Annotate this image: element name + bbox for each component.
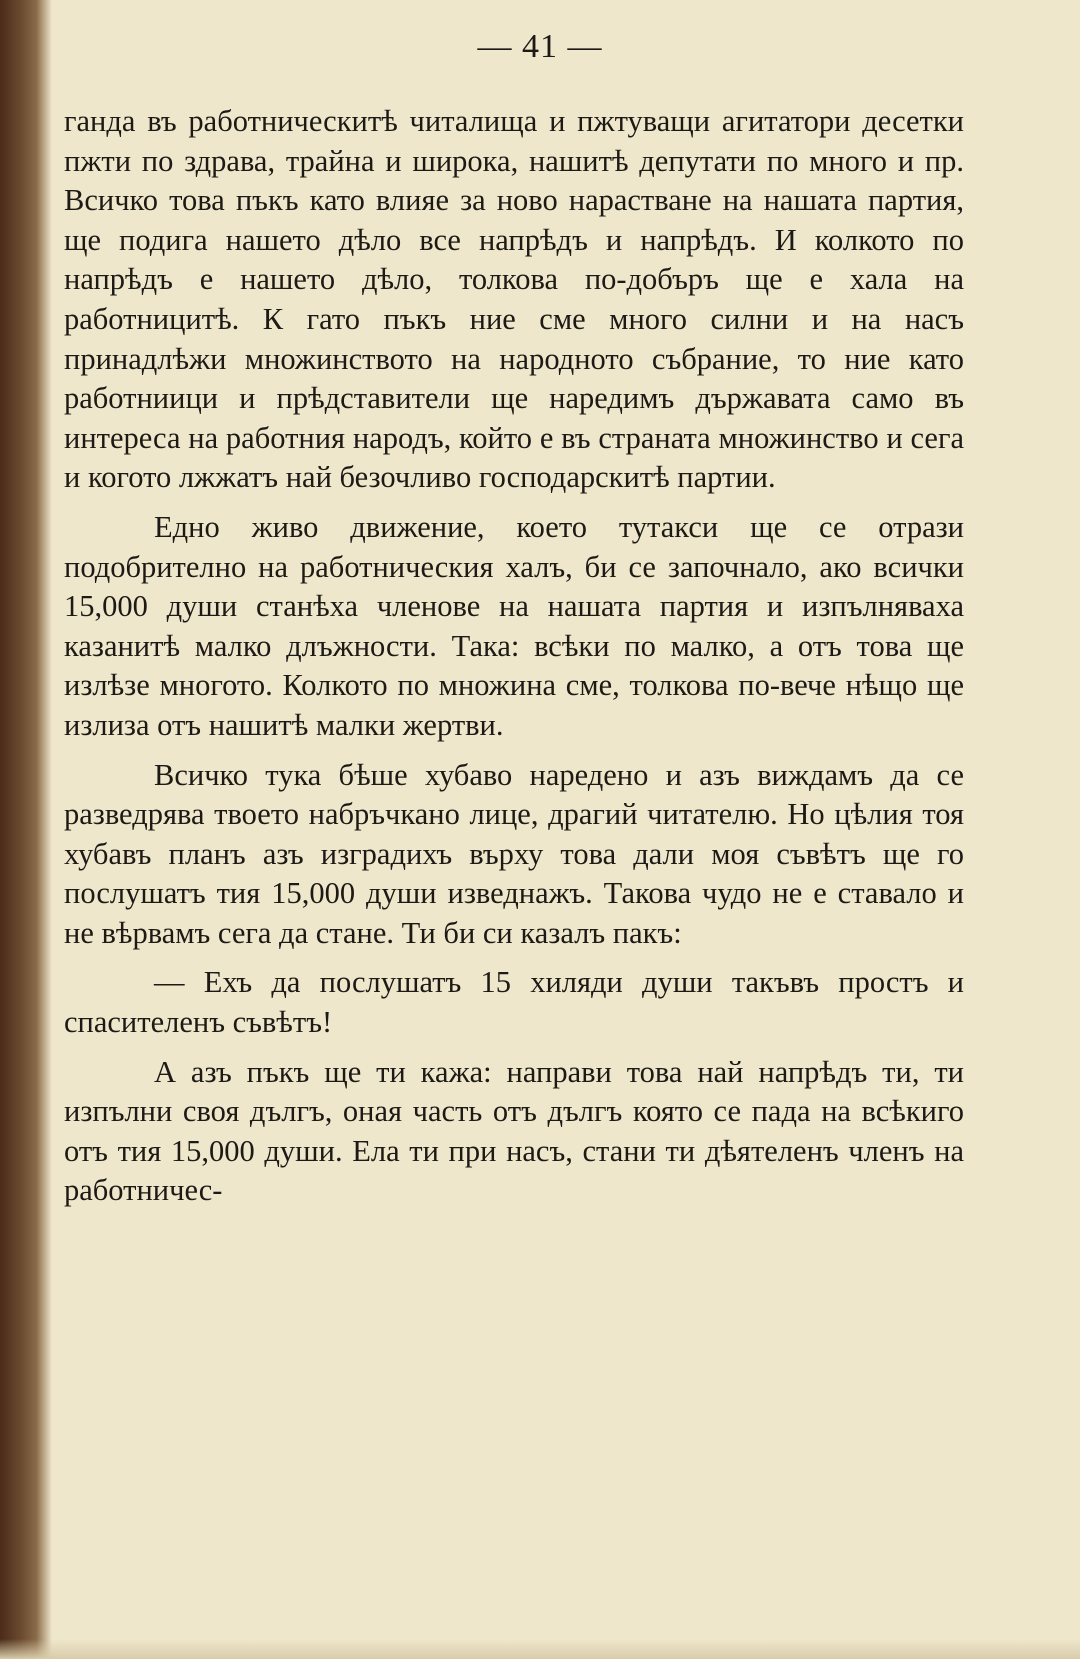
- paragraph-2: Едно живо движение, което тутакси ще се отрази подобрително на работническия халъ, би се започнало, ако всички 15,000 души станѣха членове на нашата партия и изпълняваха казанитѣ малко длъжности. Така: всѣки по малко, а отъ това ще излѣзе многото. Колкото по множина сме, толкова по-вече нѣщо ще излиза отъ нашитѣ малки жертви.: [64, 509, 964, 742]
- paragraph-4-dialogue: — Ехъ да послушатъ 15 хиляди души такъвъ простъ и спасителенъ съвѣтъ!: [64, 965, 964, 1040]
- page-text-body: [64, 102, 964, 1221]
- paragraph-3: Всичко тука бѣше хубаво наредено и азъ виждамъ да се разведрява твоето набръчкано лице, драгий читателю. Но цѣлия тоя хубавъ планъ азъ изградихъ върху това дали моя съвѣтъ ще го послушатъ тия 15,000 души изведнажъ. Такова чудо не е ставало и не вѣрвамъ сега да стане. Ти би си казалъ пакъ:: [64, 757, 964, 950]
- page-number: — 41 —: [477, 28, 603, 65]
- paragraph-5: А азъ пъкъ ще ти кажа: направи това най напрѣдъ ти, ти изпълни своя дългъ, оная часть отъ дългъ която се пада на всѣкиго отъ тия 15,000 души. Ела ти при насъ, стани ти дѣятеленъ членъ на работничес-: [64, 1054, 964, 1208]
- paragraph-1: ганда въ работническитѣ читалища и пжтуващи агитатори десетки пжти по здрава, трайна и широка, нашитѣ депутати по много и пр. Всичко това пъкъ като влияе за ново нарастване на нашата партия, ще подига нашето дѣло все напрѣдъ и напрѣдъ. И колкото по напрѣдъ е нашето дѣло, толкова по-добъръ ще е хала на работницитѣ. К гато пъкъ ние сме много силни и на насъ принадлѣжи множинството на народното събрание, то ние като работниици и прѣдставители ще наредимъ държавата само въ интереса на работния народъ, който е въ страната множинство и сега и когото лжжатъ най безочливо господарскитѣ партии.: [64, 104, 964, 495]
